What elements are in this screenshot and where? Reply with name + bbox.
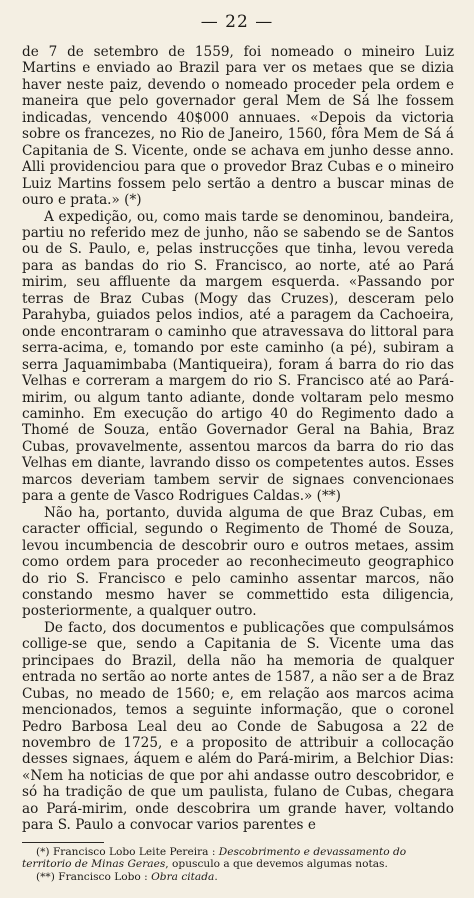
- body-text: [22, 44, 454, 834]
- paragraph: de 7 de setembro de 1559, foi nomeado o mineiro Luiz Martins e enviado ao Brazil para ver os metaes que se dizia haver neste paiz, devendo o nomeado proceder pela ordem e maneira que pelo governador geral Mem de Sá lhe fossem indicadas, vencendo 40$000 annuaes. «Depois da victoria sobre os francezes, no Rio de Janeiro, 1560, fôra Mem de Sá á Capitania de S. Vicente, onde se achava em junho desse anno. Alli providenciou para que o provedor Braz Cubas e o mineiro Luiz Martins fossem pelo sertão a dentro a buscar minas de ouro e prata.» (*): [22, 44, 454, 209]
- paragraph: A expedição, ou, como mais tarde se denominou, bandeira, partiu no referido mez de junho, não se sabendo se de Santos ou de S. Paulo, e, pelas instrucções que tinha, levou vereda para as bandas do rio S. Francisco, ao norte, até ao Pará mirim, seu affluente da margem esquerda. «Passando por terras de Braz Cubas (Mogy das Cruzes), desceram pelo Parahyba, guiados pelos indios, até a paragem da Cachoeira, onde encontraram o caminho que atravessava do littoral para serra-acima, e, tomando por este caminho (a pé), subiram a serra Jaquamimbaba (Mantiqueira), foram á barra do rio das Velhas e correram a margem do rio S. Francisco até ao Pará-mirim, ou algum tanto adiante, donde voltaram pelo mesmo caminho. Em execução do artigo 40 do Regimento dado a Thomé de Souza, então Governador Geral na Bahia, Braz Cubas, provavelmente, assentou marcos da barra do rio das Velhas em diante, lavrando disso os competentes autos. Esses marcos deveriam tambem servir de signaes convencionaes para a gente de Vasco Rodrigues Caldas.» (**): [22, 208, 454, 505]
- paragraph: Não ha, portanto, duvida alguma de que Braz Cubas, em caracter official, segundo o Regimento de Thomé de Souza, levou incumbencia de descobrir ouro e outros metaes, assim como ordem para proceder ao reconhecimeuto geographico do rio S. Francisco e pelo caminho assentar marcos, não constando mesmo haver se commettido esta diligencia, posteriormente, a qualquer outro.: [22, 504, 454, 620]
- footnote-marker: (*): [36, 846, 50, 858]
- footnote-author: Francisco Lobo :: [58, 870, 152, 883]
- footnote: [22, 871, 454, 883]
- footnote-marker: (**): [36, 870, 55, 883]
- footnote-divider: [22, 842, 104, 843]
- page-number: — 22 —: [200, 12, 274, 32]
- footnote-title: Descobrimento e devassamento do territorio de Minas Geraes: [22, 846, 407, 871]
- footnotes: [22, 846, 454, 883]
- footnote-author: Francisco Lobo Leite Pereira :: [52, 846, 219, 858]
- footnote-rest: , opusculo a que devemos algumas notas.: [165, 858, 388, 871]
- footnote-rest: .: [214, 870, 218, 883]
- footnote-title: Obra citada: [151, 870, 215, 883]
- paragraph: De facto, dos documentos e publicações que compulsámos collige-se que, sendo a Capitania de S. Vicente uma das principaes do Brazil, della não ha memoria de qualquer entrada no sertão ao norte antes de 1587, a não ser a de Braz Cubas, no meado de 1560; e, em relação aos marcos acima mencionados, temos a seguinte informação, que o coronel Pedro Barbosa Leal deu ao Conde de Sabugosa a 22 de novembro de 1725, e a proposito de attribuir a collocação desses signaes, áquem e além do Pará-mirim, a Belchior Dias: «Nem ha noticias de que por ahi andasse outro descobridor, e só ha tradição de que um paulista, fulano de Cubas, chegara ao Pará-mirim, onde descobrira um grande haver, voltando para S. Paulo a convocar varios parentes e: [22, 619, 454, 834]
- footnote: [22, 846, 454, 871]
